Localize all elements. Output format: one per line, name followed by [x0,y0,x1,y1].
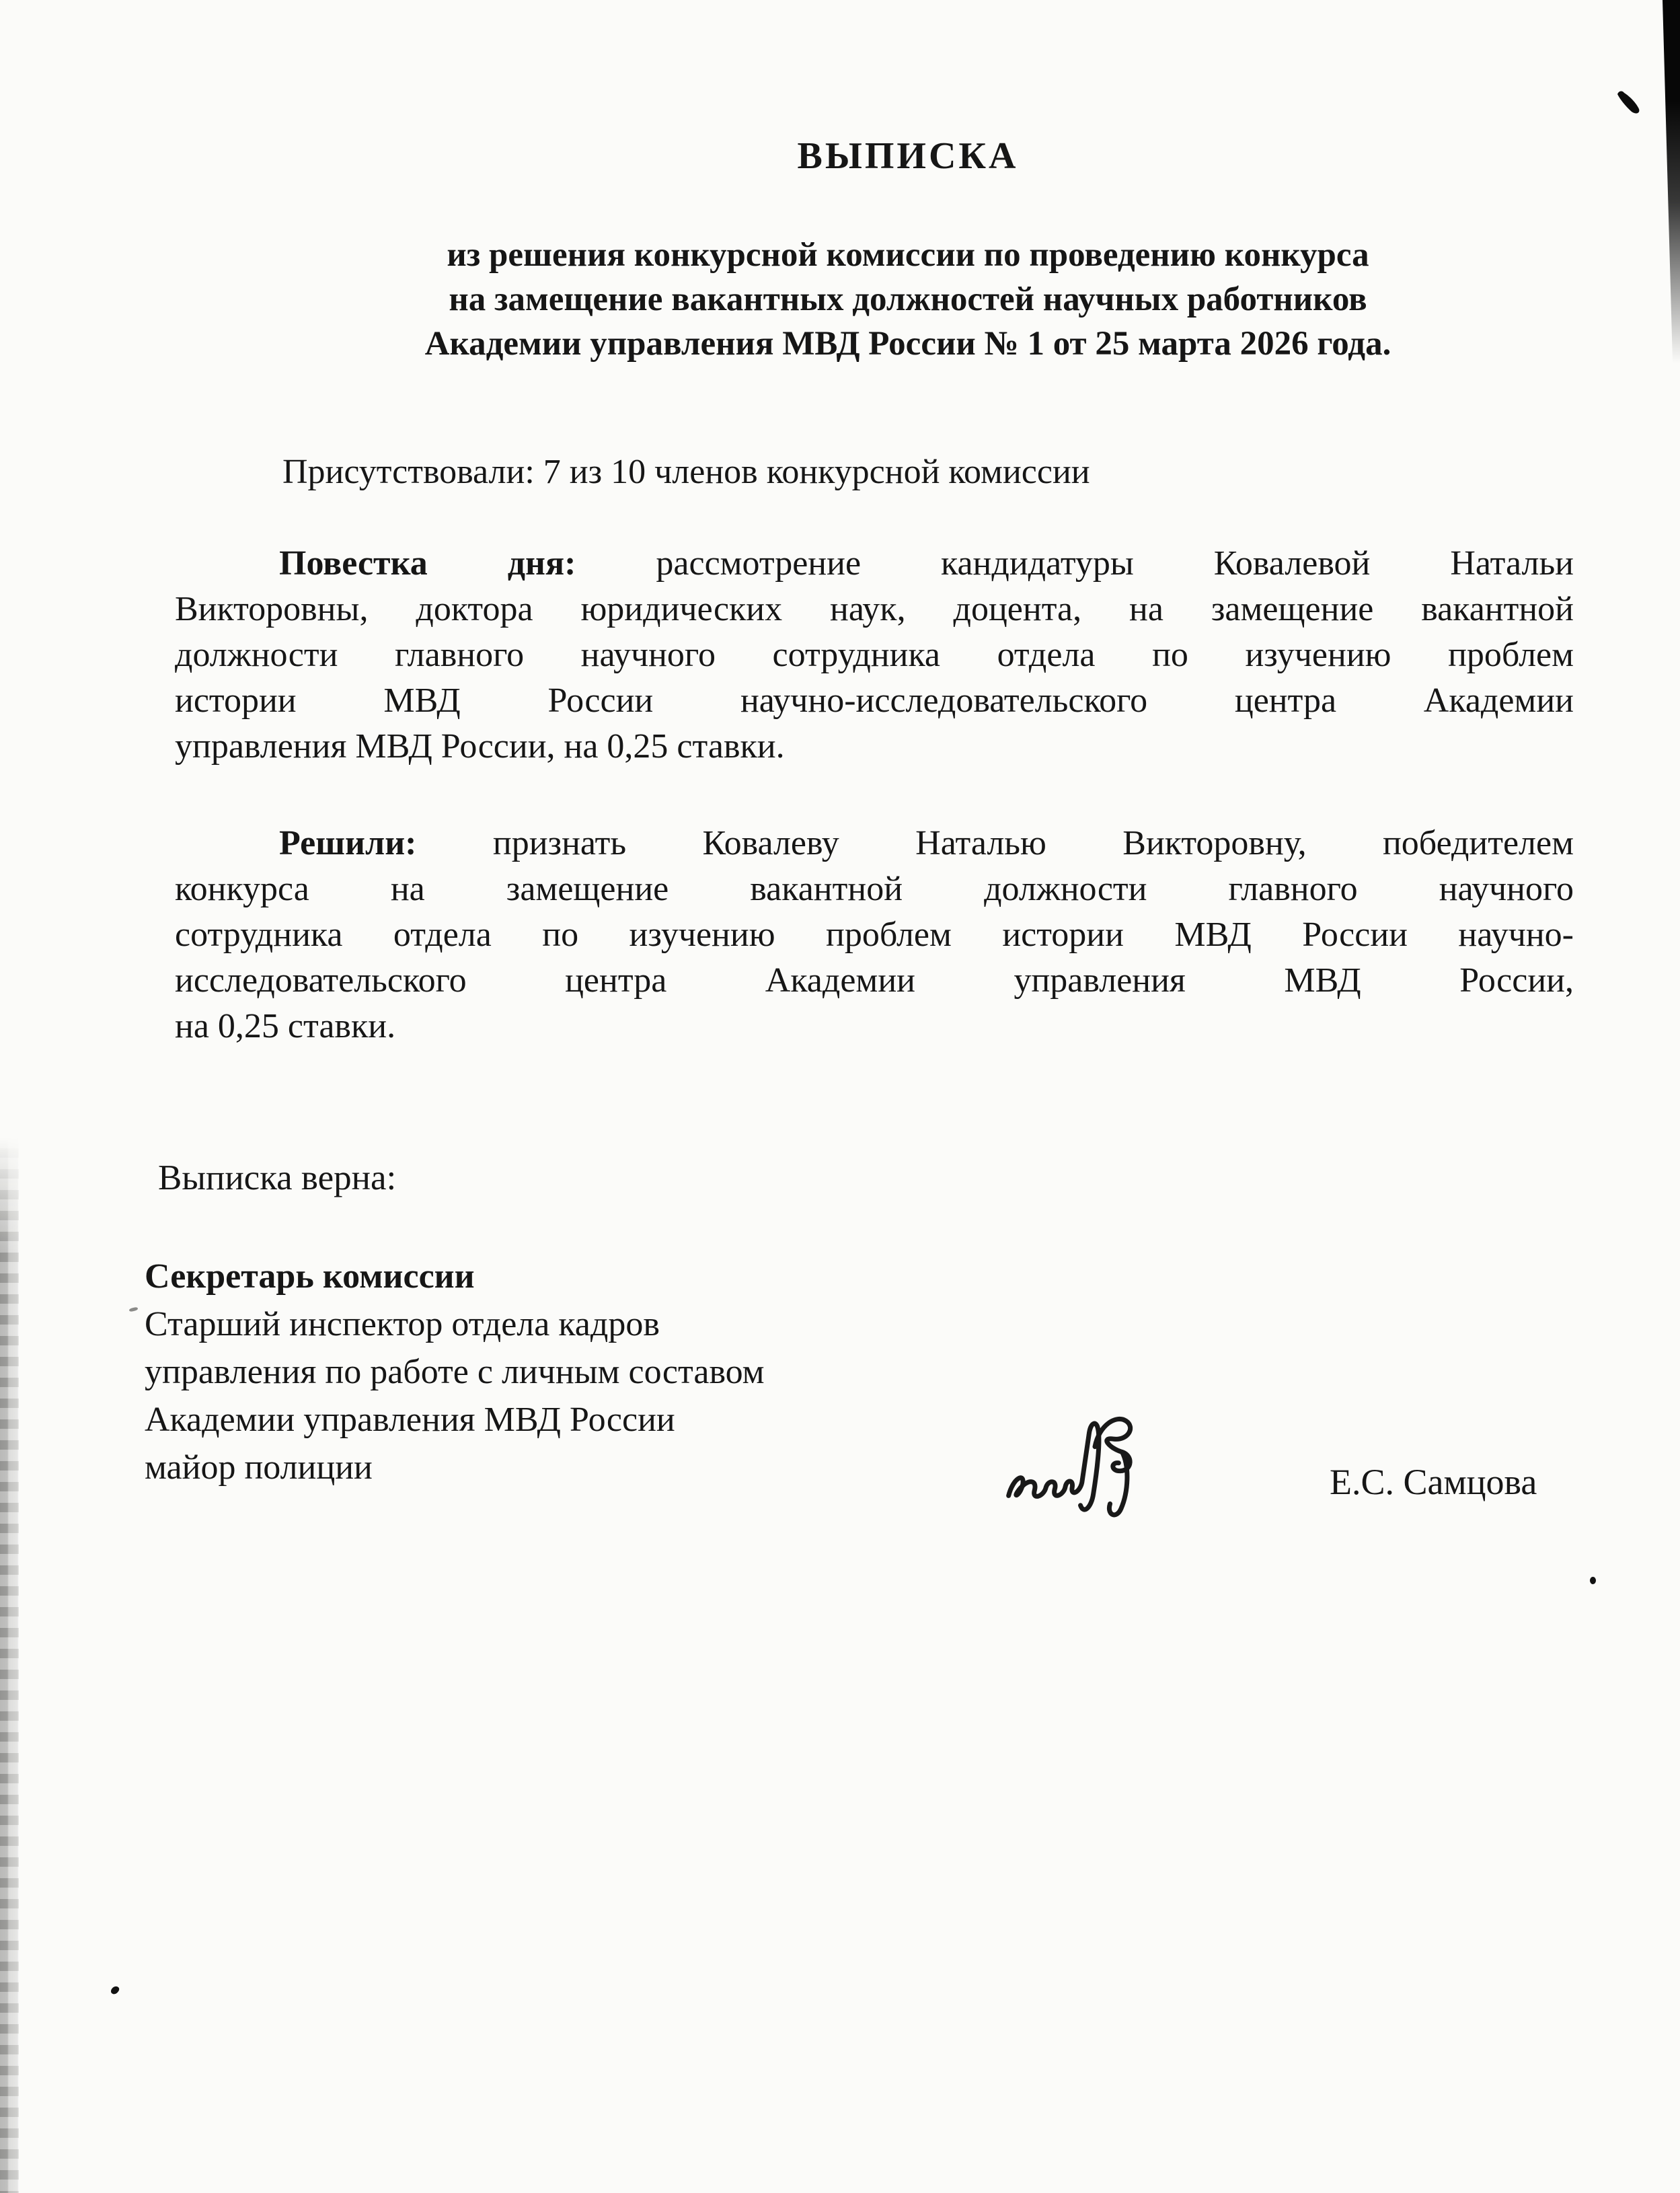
agenda-line [175,541,1574,587]
handwritten-signature [993,1406,1214,1538]
resolution-line: конкурса на замещение вакантной должности главного научного [175,870,1574,908]
ink-speck [110,1984,120,1995]
agenda-line: Викторовны, доктора юридических наук, доцента, на замещение вакантной [175,590,1574,628]
signer-position-line: Старший инспектор отдела кадров [145,1305,660,1343]
scan-left-edge-band [0,1137,19,2193]
subtitle-line: из решения конкурсной комиссии по проведению конкурса [447,236,1369,274]
subtitle-line: на замещение вакантных должностей научных работников [449,281,1367,318]
signer-role: Секретарь комиссии [145,1257,475,1296]
signature-block [145,1253,765,1491]
agenda-line: должности главного научного сотрудника отдела по изучению проблем [175,636,1574,674]
resolution-paragraph [175,821,1574,1049]
resolution-line-text: признать Ковалеву Наталью Викторовну, победителем [416,824,1574,862]
signer-position-line: Академии управления МВД России [145,1401,675,1439]
subtitle-line: Академии управления МВД России № 1 от 25 марта 2026 года. [424,325,1391,363]
resolution-line [175,821,1574,866]
agenda-paragraph [175,541,1574,770]
resolution-line: исследовательского центра Академии управления МВД России, [175,961,1574,1000]
resolution-line: сотрудника отдела по изучению проблем истории МВД России научно- [175,916,1574,954]
agenda-line-text: рассмотрение кандидатуры Ковалевой Натальи [576,544,1574,583]
attendance-line: Присутствовали: 7 из 10 членов конкурсной комиссии [282,453,1090,491]
agenda-line: управления МВД России, на 0,25 ставки. [175,727,785,766]
document-subtitle [202,233,1614,366]
signer-position-line: управления по работе с личным составом [145,1353,765,1391]
resolution-line: на 0,25 ставки. [175,1007,396,1045]
signer-name: Е.С. Самцова [1330,1462,1537,1502]
document-title: ВЫПИСКА [797,135,1019,177]
resolution-label: Решили: [279,824,417,862]
ink-speck [1590,1577,1596,1584]
certify-line: Выписка верна: [158,1158,397,1197]
pen-stroke-mark [1615,89,1644,116]
signer-rank: майор полиции [145,1448,373,1487]
agenda-line: истории МВД России научно-исследовательского центра Академии [175,681,1574,720]
agenda-label: Повестка дня: [279,544,576,583]
ink-speck [129,1307,139,1312]
